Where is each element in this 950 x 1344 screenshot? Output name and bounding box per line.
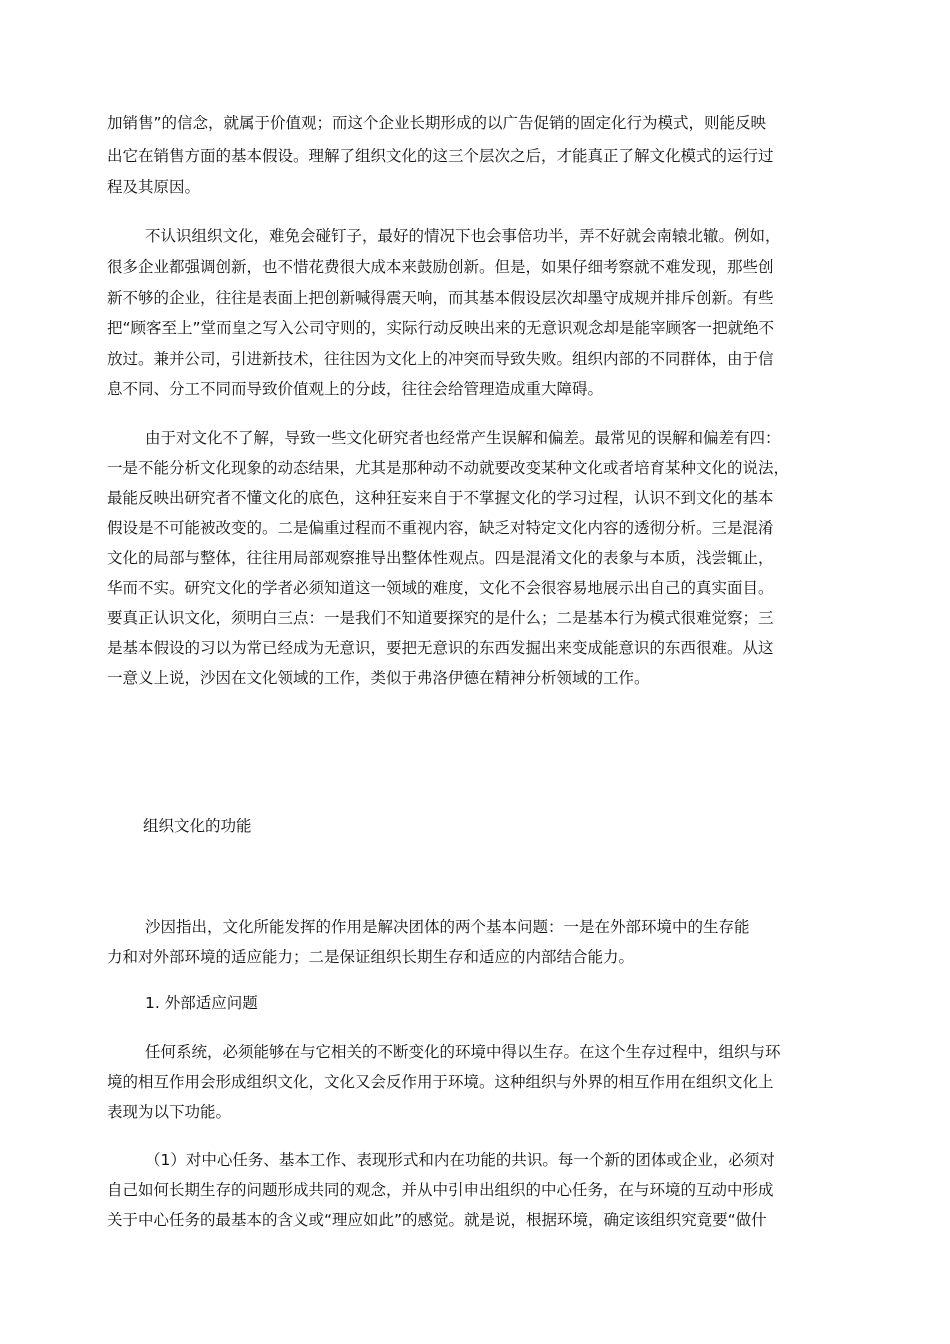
paragraph-line: 息不同、分工不同而导致价值观上的分歧，往往会给管理造成重大障碍。: [107, 380, 604, 398]
paragraph-line: 是基本假设的习以为常已经成为无意识，要把无意识的东西发掘出来变成能意识的东西很难。从这: [107, 639, 774, 657]
paragraph-line: 很多企业都强调创新，也不惜花费很大成本来鼓励创新。但是，如果仔细考察就不难发现，那些创: [107, 258, 774, 276]
paragraph-line: 出它在销售方面的基本假设。理解了组织文化的这三个层次之后，才能真正了解文化模式的运行过: [107, 147, 774, 165]
section-title: 组织文化的功能: [143, 817, 252, 835]
paragraph-line: 沙因指出，文化所能发挥的作用是解决团体的两个基本问题：一是在外部环境中的生存能: [145, 918, 750, 936]
paragraph-line: 要真正认识文化，须明白三点：一是我们不知道要探究的是什么；二是基本行为模式很难觉察；三: [107, 609, 774, 627]
paragraph-line: 力和对外部环境的适应能力；二是保证组织长期生存和适应的内部结合能力。: [107, 948, 635, 966]
paragraph-line: 假设是不可能被改变的。二是偏重过程而不重视内容，缺乏对特定文化内容的透彻分析。三是混淆: [107, 519, 774, 537]
paragraph-line: 由于对文化不了解，导致一些文化研究者也经常产生误解和偏差。最常见的误解和偏差有四：: [145, 429, 781, 447]
paragraph-line: 任何系统，必须能够在与它相关的不断变化的环境中得以生存。在这个生存过程中，组织与环: [145, 1043, 781, 1061]
paragraph-line: 一意义上说，沙因在文化领域的工作，类似于弗洛伊德在精神分析领域的工作。: [107, 669, 650, 687]
paragraph-line: 放过。兼并公司，引进新技术，往往因为文化上的冲突而导致失败。组织内部的不同群体，由于信: [107, 350, 774, 368]
paragraph-line: 加销售”的信念，就属于价值观；而这个企业长期形成的以广告促销的固定化行为模式，则能反映: [107, 114, 767, 132]
paragraph-line: 关于中心任务的最基本的含义或“理应如此”的感觉。就是说，根据环境，确定该组织究竟要“做什: [107, 1211, 767, 1229]
paragraph-line: 最能反映出研究者不懂文化的底色，这种狂妄来自于不掌握文化的学习过程，认识不到文化的基本: [107, 489, 774, 507]
paragraph-line: 不认识组织文化，难免会碰钉子，最好的情况下也会事倍功半，弄不好就会南辕北辙。例如，: [145, 227, 781, 245]
paragraph-line: 把“顾客至上”堂而皇之写入公司守则的，实际行动反映出来的无意识观念却是能宰顾客一把就绝不: [107, 319, 775, 337]
paragraph-line: 程及其原因。: [107, 178, 201, 196]
paragraph-line: 表现为以下功能。: [107, 1103, 232, 1121]
paragraph-line: 文化的局部与整体，往往用局部观察推导出整体性观点。四是混淆文化的表象与本质，浅尝辄止，: [107, 549, 774, 567]
paragraph-line: （1）对中心任务、基本工作、表现形式和内在功能的共识。每一个新的团体或企业，必须对: [145, 1151, 775, 1169]
subheading: 1. 外部适应问题: [145, 994, 258, 1012]
paragraph-line: 自己如何长期生存的问题形成共同的观念，并从中引申出组织的中心任务，在与环境的互动中形成: [107, 1181, 774, 1199]
paragraph-line: 新不够的企业，往往是表面上把创新喊得震天响，而其基本假设层次却墨守成规并排斥创新。有些: [107, 289, 774, 307]
paragraph-line: 华而不实。研究文化的学者必须知道这一领域的难度，文化不会很容易地展示出自己的真实面目。: [107, 579, 774, 597]
paragraph-line: 一是不能分析文化现象的动态结果，尤其是那种动不动就要改变某种文化或者培育某种文化的说法，: [107, 459, 790, 477]
paragraph-line: 境的相互作用会形成组织文化，文化又会反作用于环境。这种组织与外界的相互作用在组织文化上: [107, 1073, 774, 1091]
